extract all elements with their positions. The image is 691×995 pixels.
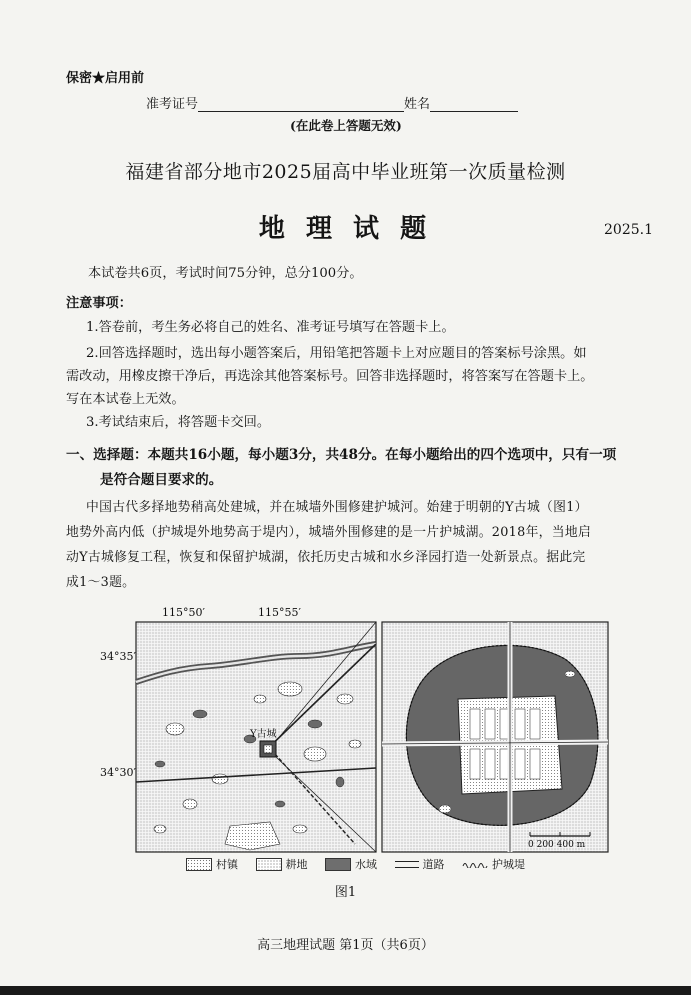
lat-label-2: 34°30′ [100,766,136,779]
bottom-scan-edge [0,986,691,995]
scale-label: 0 200 400 m [528,840,586,850]
page-footer: 高三地理试题 第1页（共6页） [257,938,434,953]
attention-item-3: 3.考试结束后，将答题卡交回。 [86,415,271,430]
road-swatch [395,861,419,868]
figure-map [100,604,620,856]
legend-road-label: 道路 [422,858,445,871]
legend-water-label: 水域 [355,858,377,871]
legend-levee [462,856,525,872]
section-heading [66,443,656,493]
section-heading-line-2: 是符合题目要求的。 [100,472,223,488]
map-legend [186,856,539,872]
water-swatch [325,858,351,871]
passage-line-1: 中国古代多择地势稍高处建城，并在城墙外围修建护城河。始建于明朝的Y古城（图1） [86,500,588,515]
confidential-label: 保密★启用前 [66,71,145,86]
exam-title: 福建省部分地市2025届高中毕业班第一次质量检测 [125,161,566,183]
exam-intro: 本试卷共6页，考试时间75分钟，总分100分。 [88,266,363,281]
passage-line-3: 动Y古城修复工程，恢复和保留护城湖，依托历史古城和水乡泽园打造一处新景点。据此完 [66,550,586,565]
passage-line-4: 成1～3题。 [66,575,136,590]
exam-date: 2025.1 [604,222,653,238]
exam-id-field[interactable] [198,97,404,112]
exam-id-label: 准考证号 [146,97,199,112]
legend-village-label: 村镇 [216,858,238,871]
question-passage [66,495,652,595]
lat-label-1: 34°35′ [100,650,136,663]
legend-water [325,856,377,872]
figure-caption: 图1 [334,885,357,900]
village-swatch [186,858,212,871]
attention-title: 注意事项： [66,296,132,311]
passage-line-2: 地势外高内低（护城堤外地势高于堤内），城墙外围修建的是一片护城湖。2018年，当地启 [66,525,592,540]
lon-label-2: 115°55′ [258,606,301,619]
lon-label-1: 115°50′ [162,606,205,619]
city-label: Y古城 [250,729,277,740]
name-label: 姓名 [404,97,431,112]
section-heading-line-1: 一、选择题：本题共16小题，每小题3分，共48分。在每小题给出的四个选项中，只有一项 [66,447,617,463]
legend-farmland [256,856,308,872]
city-detail-map [382,622,608,852]
subject-title: 地 理 试 题 [258,214,433,244]
invalid-note: (在此卷上答题无效) [290,118,402,133]
top-scan-edge [0,0,691,8]
regional-map [100,606,376,852]
legend-village [186,856,238,872]
farmland-swatch [256,858,282,871]
legend-farmland-label: 耕地 [285,858,308,871]
attention-item-2-line-3: 写在本试卷上无效。 [66,392,185,407]
name-field[interactable] [430,97,518,112]
legend-road [395,856,445,872]
legend-levee-label: 护城堤 [492,858,525,871]
attention-item-2-line-2: 需改动，用橡皮擦干净后，再选涂其他答案标号。回答非选择题时，将答案写在答题卡上。 [66,369,594,384]
levee-swatch [462,860,488,868]
attention-item-1: 1.答卷前，考生务必将自己的姓名、准考证号填写在答题卡上。 [86,320,455,335]
attention-item-2-line-1: 2.回答选择题时，选出每小题答案后，用铅笔把答题卡上对应题目的答案标号涂黑。如 [86,346,587,361]
candidate-info-row [146,93,518,112]
attention-item-2 [66,342,650,411]
